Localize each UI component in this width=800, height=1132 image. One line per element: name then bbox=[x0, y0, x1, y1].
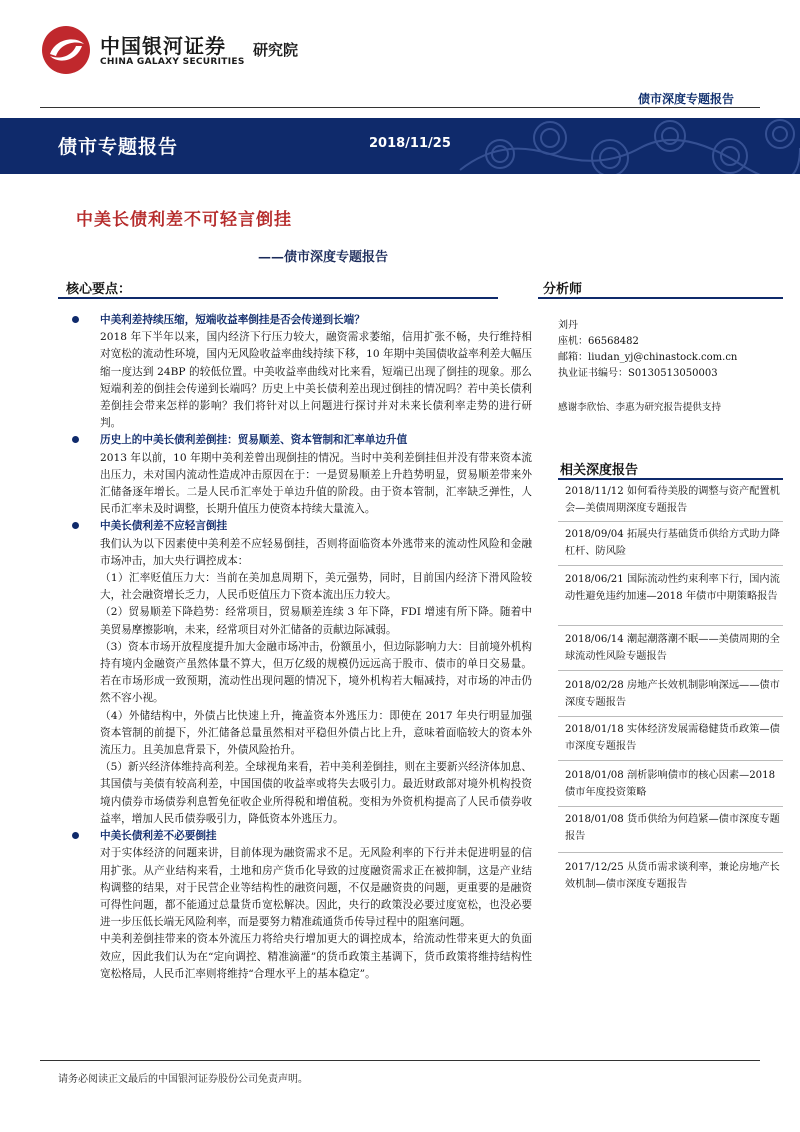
analyst-email: 邮箱：liudan_yj@chinastock.com.cn bbox=[558, 352, 738, 363]
header-banner bbox=[0, 118, 800, 174]
company-logo bbox=[40, 24, 92, 76]
body-paragraph: （3）资本市场开放程度提升加大金融市场冲击，份额虽小，但边际影响力大：目前境外机构持有境内金融资产虽然体量不算大，但万亿级的规模仍远远高于股市、债市的单日交易量。若在市场形成一致预期，流动性出现问题的情况下，境外机构若大幅减持，对市场的冲击仍然不容小视。 bbox=[100, 640, 532, 705]
footer-rule bbox=[40, 1060, 760, 1061]
core-rule bbox=[58, 297, 498, 299]
related-report-item[interactable]: 2018/09/04 拓展央行基础货币供给方式助力降杠杆、防风险 bbox=[565, 529, 780, 557]
related-report-item[interactable]: 2018/01/08 货币供给为何趋紧—债市深度专题报告 bbox=[565, 814, 780, 842]
analyst-info bbox=[558, 318, 778, 382]
related-report-item[interactable]: 2018/06/14 潮起潮落潮不眠——美债周期的全球流动性风险专题报告 bbox=[565, 634, 780, 662]
bullet-dot-icon bbox=[72, 832, 79, 839]
core-points-body bbox=[72, 312, 532, 983]
body-paragraph: （1）汇率贬值压力大：当前在美加息周期下，美元强势，同时，目前国内经济下滑风险较大，社会融资增长乏力，人民币贬值压力下资本流出压力较大。 bbox=[100, 572, 532, 602]
related-divider bbox=[558, 852, 783, 853]
related-divider bbox=[558, 670, 783, 671]
core-points-heading: 核心要点： bbox=[66, 282, 132, 297]
bullet-heading: 历史上的中美长债利差倒挂：贸易顺差、资本管制和汇率单边升值 bbox=[72, 432, 532, 449]
body-paragraph: （4）外储结构中，外债占比快速上升，掩盖资本外逃压力：即使在 2017 年央行明显加强资本管制的前提下，外汇储备总量虽然相对平稳但外债占比上升，意味着面临较大的资本外流压力。且美加息背景下，外债风险抬升。 bbox=[100, 709, 532, 757]
bullet-heading: 中美长债利差不必要倒挂 bbox=[72, 828, 532, 845]
related-divider bbox=[558, 806, 783, 807]
institution-name-en: CHINA GALAXY SECURITIES bbox=[100, 57, 245, 67]
bullet-dot-icon bbox=[72, 436, 79, 443]
institution-name-cn: 中国银河证券 bbox=[100, 34, 226, 58]
related-report-item[interactable]: 2018/06/21 国际流动性约束利率下行，国内流动性避免违约加速—2018 年债市中期策略报告 bbox=[565, 574, 780, 602]
body-paragraph: （5）新兴经济体维持高利差。全球视角来看，若中美利差倒挂，则在主要新兴经济体加息、其国债与美债有较高利差，中国国债的收益率或将失去吸引力。最近财政部对境外机构投资境内债券市场债券利息暂免征收企业所得税和增值税。变相为外资机构提高了人民币债券收益率，增加人民币债券吸引力，降低资本外逃压力。 bbox=[100, 761, 532, 825]
body-paragraph: 中美利差倒挂带来的资本外流压力将给央行增加更大的调控成本，给流动性带来更大的负面效应，因此我们认为在“定向调控、精准滴灌”的货币政策主基调下，货币政策将维持结构性宽松格局，人民币汇率则将维持“合理水平上的基本稳定”。 bbox=[100, 933, 532, 980]
analyst-rule bbox=[538, 297, 783, 299]
related-divider bbox=[558, 716, 783, 717]
header-rule bbox=[40, 107, 760, 108]
report-title: 中美长债利差不可轻言倒挂 bbox=[76, 210, 292, 230]
related-report-item[interactable]: 2017/12/25 从货币需求谈利率，兼论房地产长效机制—债市深度专题报告 bbox=[565, 862, 780, 890]
acknowledgement: 感谢李欣怡、李惠为研究报告提供支持 bbox=[558, 402, 722, 413]
analyst-phone: 座机：66568482 bbox=[558, 336, 639, 347]
report-series: 债市深度专题报告 bbox=[638, 92, 735, 106]
analyst-name: 刘丹 bbox=[558, 320, 578, 331]
bullet-dot-icon bbox=[72, 316, 79, 323]
related-reports-heading: 相关深度报告 bbox=[560, 463, 639, 478]
bullet-heading: 中美长债利差不应轻言倒挂 bbox=[72, 518, 532, 535]
cloud-pattern-icon bbox=[440, 118, 800, 174]
body-paragraph: （2）贸易顺差下降趋势：经常项目，贸易顺差连续 3 年下降，FDI 增速有所下降。随着中美贸易摩擦影响，未来，经常项目对外汇储备的贡献边际减弱。 bbox=[100, 606, 532, 636]
related-rule bbox=[558, 478, 783, 480]
related-report-item[interactable]: 2018/01/18 实体经济发展需稳健货币政策—债市深度专题报告 bbox=[565, 724, 780, 752]
bullet-heading: 中美利差持续压缩，短端收益率倒挂是否会传递到长端？ bbox=[72, 312, 532, 329]
report-date: 2018/11/25 bbox=[369, 136, 451, 151]
related-report-item[interactable]: 2018/02/28 房地产长效机制影响深远——债市深度专题报告 bbox=[565, 680, 780, 708]
report-subtitle: ——债市深度专题报告 bbox=[258, 250, 389, 265]
bullet-dot-icon bbox=[72, 522, 79, 529]
body-paragraph: 对于实体经济的问题来讲，目前体现为融资需求不足。无风险利率的下行并未促进明显的信用扩张。从产业结构来看，土地和房产货币化导致的过度融资需求正在被抑制，这是产业结构调整的结果，对于民营企业等结构性的融资问题，不仅是融资贵的问题，更重要的是融资可得性问题，都不能通过总量货币宽松解决。因此，央行的政策没必要过度宽松，也没必要进一步压低长端无风险利率，而是要努力精准疏通货币传导过程中的阻塞问题。 bbox=[100, 847, 532, 929]
related-divider bbox=[558, 565, 783, 566]
body-paragraph: 2018 年下半年以来，国内经济下行压力较大，融资需求萎缩，信用扩张不畅，央行维持相对宽松的流动性环境，国内无风险收益率曲线持续下移，10 年期中美国债收益率利差大幅压缩一度达到 24BP 的较低位置。中美收益率曲线对比来看，短端已出现了倒挂的现象。那么短端利差的倒挂会传递到长端吗？历史上中美长债利差出现过倒挂的情况吗？若中美长债利差倒挂会带来怎样的影响？我们将针对以上问题进行探讨并对未来长债利率走势的进行研判。 bbox=[100, 331, 532, 430]
related-divider bbox=[558, 760, 783, 761]
analyst-heading: 分析师 bbox=[543, 282, 583, 297]
banner-title: 债市专题报告 bbox=[58, 136, 179, 158]
body-paragraph: 2013 年以前，10 年期中美利差曾出现倒挂的情况。当时中美利差倒挂但并没有带来资本流出压力，未对国内流动性造成冲击原因在于：一是贸易顺差上升趋势明显，贸易顺差带来外汇储备逐年增长。二是人民币汇率处于单边升值的阶段。由于资本管制，汇率缺乏弹性，人民币汇率未及时调整，长期升值压力使资本持续大量流入。 bbox=[100, 451, 532, 516]
analyst-license: 执业证书编号：S0130513050003 bbox=[558, 368, 718, 379]
related-report-item[interactable]: 2018/11/12 如何看待美股的调整与资产配置机会—美债周期深度专题报告 bbox=[565, 486, 780, 514]
related-divider bbox=[558, 521, 783, 522]
body-paragraph: 我们认为以下因素使中美利差不应轻易倒挂，否则将面临资本外逃带来的流动性风险和金融市场冲击，加大央行调控成本： bbox=[100, 537, 532, 567]
footer-disclaimer: 请务必阅读正文最后的中国银河证券股份公司免责声明。 bbox=[58, 1074, 308, 1085]
galaxy-logo-icon bbox=[40, 24, 92, 76]
related-divider bbox=[558, 625, 783, 626]
division-name: 研究院 bbox=[253, 41, 299, 59]
related-report-item[interactable]: 2018/01/08 剖析影响债市的核心因素—2018 债市年度投资策略 bbox=[565, 770, 776, 798]
